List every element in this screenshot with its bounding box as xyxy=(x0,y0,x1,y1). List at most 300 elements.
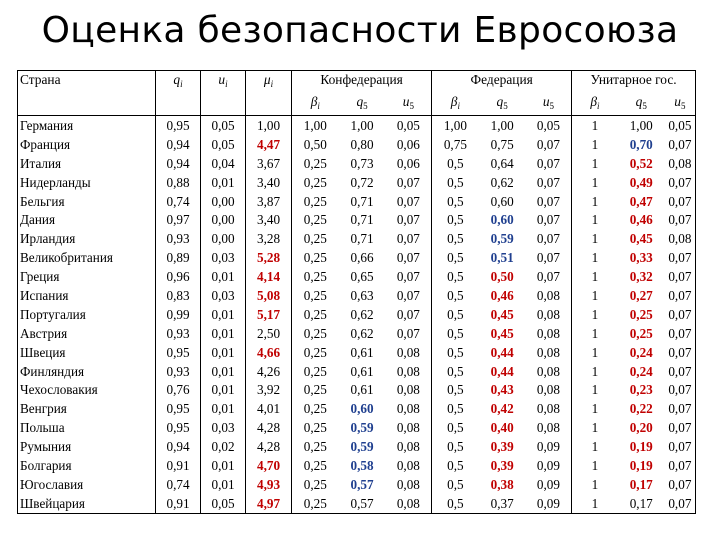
cell-q: 0,95 xyxy=(156,418,201,437)
cell-mu: 4,14 xyxy=(246,267,292,286)
cell-u: 0,01 xyxy=(201,173,246,192)
cell-fed-q5: 0,75 xyxy=(490,136,514,152)
cell-fed-beta: 0,5 xyxy=(447,269,464,285)
cell-fed-beta: 0,5 xyxy=(447,193,464,209)
cell-u: 0,01 xyxy=(201,305,246,324)
cell-mu: 4,01 xyxy=(246,399,292,418)
cell-un-u5: 0,07 xyxy=(665,343,696,362)
cell-conf-u5: 0,08 xyxy=(386,418,432,437)
cell-u: 0,04 xyxy=(201,154,246,173)
cell-conf-u5: 0,07 xyxy=(386,286,432,305)
cell-fed-u5: 0,09 xyxy=(526,437,572,456)
cell-fed-u5: 0,08 xyxy=(526,399,572,418)
cell-country: Португалия xyxy=(18,305,156,324)
cell-un-u5: 0,07 xyxy=(665,437,696,456)
cell-fed-beta: 0,5 xyxy=(447,231,464,247)
cell-conf-q5: 0,71 xyxy=(350,193,374,209)
cell-un-beta: 1 xyxy=(591,155,599,171)
cell-un-q5: 0,27 xyxy=(629,287,653,303)
cell-fed-beta: 0,5 xyxy=(447,476,464,492)
cell-country: Греция xyxy=(18,267,156,286)
cell-fed-q5: 0,40 xyxy=(490,420,514,436)
cell-fed-q5: 0,39 xyxy=(490,439,514,455)
cell-country: Финляндия xyxy=(18,362,156,381)
cell-u: 0,01 xyxy=(201,362,246,381)
cell-u: 0,01 xyxy=(201,343,246,362)
cell-fed-u5: 0,09 xyxy=(526,475,572,494)
cell-conf-beta: 0,25 xyxy=(303,439,327,455)
cell-fed-beta: 0,5 xyxy=(447,401,464,417)
cell-q: 0,95 xyxy=(156,399,201,418)
cell-u: 0,01 xyxy=(201,475,246,494)
cell-u: 0,01 xyxy=(201,456,246,475)
cell-conf-beta: 0,25 xyxy=(303,325,327,341)
cell-q: 0,99 xyxy=(156,305,201,324)
cell-fed-beta: 0,5 xyxy=(447,174,464,190)
cell-u: 0,02 xyxy=(201,437,246,456)
table-row xyxy=(18,267,696,286)
cell-un-beta: 1 xyxy=(591,457,599,473)
cell-un-q5: 0,17 xyxy=(618,494,665,513)
table-row xyxy=(18,456,696,475)
cell-mu: 4,28 xyxy=(246,437,292,456)
cell-fed-q5: 0,50 xyxy=(490,269,514,285)
header-q: $q_i$ xyxy=(156,71,201,94)
cell-fed-u5: 0,07 xyxy=(526,154,572,173)
cell-country: Югославия xyxy=(18,475,156,494)
cell-u: 0,00 xyxy=(201,229,246,248)
cell-fed-q5: 0,64 xyxy=(490,155,514,171)
cell-fed-beta: 0,5 xyxy=(447,287,464,303)
cell-conf-q5: 0,65 xyxy=(350,269,374,285)
cell-country: Дания xyxy=(18,210,156,229)
table-row xyxy=(18,437,696,456)
cell-conf-beta: 0,25 xyxy=(303,231,327,247)
cell-fed-beta: 0,5 xyxy=(447,155,464,171)
cell-fed-q5: 0,60 xyxy=(490,193,514,209)
header-un-u5: $u_5$ xyxy=(665,93,696,116)
cell-q: 0,83 xyxy=(156,286,201,305)
cell-mu: 4,93 xyxy=(246,475,292,494)
table-row xyxy=(18,305,696,324)
cell-country: Болгария xyxy=(18,456,156,475)
cell-conf-u5: 0,07 xyxy=(386,173,432,192)
cell-un-q5: 0,24 xyxy=(629,363,653,379)
cell-conf-q5: 0,60 xyxy=(350,401,374,417)
cell-un-q5: 0,19 xyxy=(629,439,653,455)
cell-country: Франция xyxy=(18,135,156,154)
cell-fed-q5: 0,45 xyxy=(490,306,514,322)
cell-mu: 3,67 xyxy=(246,154,292,173)
cell-q: 0,95 xyxy=(156,116,201,135)
cell-conf-q5: 0,71 xyxy=(350,212,374,228)
cell-un-beta: 1 xyxy=(591,382,599,398)
cell-conf-q5: 0,61 xyxy=(350,344,374,360)
cell-fed-u5: 0,07 xyxy=(526,135,572,154)
cell-un-beta: 1 xyxy=(572,494,618,513)
cell-fed-u5: 0,08 xyxy=(526,362,572,381)
cell-fed-u5: 0,08 xyxy=(526,305,572,324)
cell-conf-u5: 0,08 xyxy=(386,475,432,494)
cell-un-q5: 0,45 xyxy=(629,231,653,247)
table-row xyxy=(18,192,696,211)
cell-un-beta: 1 xyxy=(591,250,599,266)
cell-un-beta: 1 xyxy=(591,231,599,247)
cell-fed-q5: 1,00 xyxy=(479,116,526,135)
cell-q: 0,74 xyxy=(156,192,201,211)
cell-q: 0,88 xyxy=(156,173,201,192)
cell-un-q5: 0,19 xyxy=(629,457,653,473)
cell-q: 0,97 xyxy=(156,210,201,229)
cell-q: 0,93 xyxy=(156,324,201,343)
cell-fed-q5: 0,45 xyxy=(490,325,514,341)
cell-q: 0,94 xyxy=(156,154,201,173)
header-un-beta: $\beta_i$ xyxy=(590,94,600,111)
cell-un-q5: 0,22 xyxy=(629,401,653,417)
cell-mu: 3,87 xyxy=(246,192,292,211)
table-row xyxy=(18,173,696,192)
cell-conf-u5: 0,07 xyxy=(386,229,432,248)
cell-fed-beta: 0,5 xyxy=(432,494,479,513)
cell-conf-beta: 0,25 xyxy=(303,269,327,285)
header-u: $u_i$ xyxy=(201,71,246,94)
cell-un-beta: 1 xyxy=(591,344,599,360)
cell-un-u5: 0,07 xyxy=(665,399,696,418)
cell-conf-beta: 0,25 xyxy=(303,363,327,379)
cell-fed-beta: 0,5 xyxy=(447,306,464,322)
table-row xyxy=(18,154,696,173)
cell-q: 0,91 xyxy=(156,494,201,513)
cell-conf-beta: 0,25 xyxy=(303,193,327,209)
cell-conf-u5: 0,06 xyxy=(386,135,432,154)
cell-country: Бельгия xyxy=(18,192,156,211)
cell-country: Польша xyxy=(18,418,156,437)
cell-un-u5: 0,07 xyxy=(665,173,696,192)
cell-un-q5: 0,17 xyxy=(629,476,653,492)
cell-u: 0,01 xyxy=(201,324,246,343)
cell-q: 0,93 xyxy=(156,229,201,248)
cell-fed-q5: 0,43 xyxy=(490,382,514,398)
cell-q: 0,76 xyxy=(156,380,201,399)
cell-un-beta: 1 xyxy=(591,420,599,436)
table-row xyxy=(18,475,696,494)
cell-un-u5: 0,07 xyxy=(665,286,696,305)
cell-country: Великобритания xyxy=(18,248,156,267)
cell-conf-q5: 0,66 xyxy=(350,250,374,266)
cell-conf-q5: 0,72 xyxy=(350,174,374,190)
cell-fed-q5: 0,51 xyxy=(490,250,514,266)
cell-u: 0,05 xyxy=(201,494,246,513)
cell-q: 0,89 xyxy=(156,248,201,267)
cell-conf-beta: 0,25 xyxy=(292,494,339,513)
table-row xyxy=(18,248,696,267)
cell-conf-beta: 0,25 xyxy=(303,287,327,303)
cell-country: Швеция xyxy=(18,343,156,362)
cell-conf-u5: 0,07 xyxy=(386,324,432,343)
cell-country: Румыния xyxy=(18,437,156,456)
cell-conf-beta: 0,25 xyxy=(303,344,327,360)
cell-conf-beta: 0,25 xyxy=(303,401,327,417)
cell-conf-q5: 1,00 xyxy=(339,116,386,135)
cell-fed-u5: 0,07 xyxy=(526,248,572,267)
cell-country: Чехословакия xyxy=(18,380,156,399)
cell-un-u5: 0,07 xyxy=(665,475,696,494)
cell-un-q5: 0,25 xyxy=(629,306,653,322)
cell-fed-q5: 0,44 xyxy=(490,363,514,379)
cell-conf-beta: 0,25 xyxy=(303,212,327,228)
cell-fed-beta: 0,5 xyxy=(447,363,464,379)
cell-fed-beta: 0,5 xyxy=(447,457,464,473)
header-fed-q5: $q_5$ xyxy=(496,94,508,111)
cell-country: Венгрия xyxy=(18,399,156,418)
cell-conf-beta: 0,25 xyxy=(303,306,327,322)
cell-mu: 3,92 xyxy=(246,380,292,399)
cell-conf-beta: 0,25 xyxy=(303,174,327,190)
cell-fed-q5: 0,42 xyxy=(490,401,514,417)
table-row xyxy=(18,229,696,248)
cell-u: 0,01 xyxy=(201,399,246,418)
cell-un-q5: 0,49 xyxy=(629,174,653,190)
header-conf-u5: $u_5$ xyxy=(386,93,432,116)
cell-fed-u5: 0,07 xyxy=(526,173,572,192)
cell-un-beta: 1 xyxy=(591,212,599,228)
header-conf-q5: $q_5$ xyxy=(356,94,368,111)
cell-conf-q5: 0,73 xyxy=(350,155,374,171)
cell-un-q5: 0,47 xyxy=(629,193,653,209)
cell-mu: 2,50 xyxy=(246,324,292,343)
cell-un-u5: 0,07 xyxy=(665,267,696,286)
cell-un-u5: 0,08 xyxy=(665,229,696,248)
cell-un-beta: 1 xyxy=(591,287,599,303)
header-group-federation: Федерация xyxy=(432,71,572,94)
cell-u: 0,00 xyxy=(201,192,246,211)
cell-fed-u5: 0,07 xyxy=(526,267,572,286)
cell-fed-beta: 0,75 xyxy=(443,136,467,152)
cell-fed-q5: 0,37 xyxy=(479,494,526,513)
cell-conf-u5: 0,06 xyxy=(386,154,432,173)
cell-country: Италия xyxy=(18,154,156,173)
cell-mu: 4,28 xyxy=(246,418,292,437)
cell-u: 0,03 xyxy=(201,248,246,267)
cell-un-q5: 0,52 xyxy=(629,155,653,171)
cell-un-beta: 1 xyxy=(591,476,599,492)
cell-fed-beta: 0,5 xyxy=(447,250,464,266)
cell-mu: 4,70 xyxy=(246,456,292,475)
cell-fed-q5: 0,39 xyxy=(490,457,514,473)
cell-un-q5: 0,24 xyxy=(629,344,653,360)
cell-conf-q5: 0,59 xyxy=(350,439,374,455)
table-row xyxy=(18,418,696,437)
cell-un-q5: 0,33 xyxy=(629,250,653,266)
cell-un-beta: 1 xyxy=(591,193,599,209)
cell-un-u5: 0,07 xyxy=(665,456,696,475)
cell-un-beta: 1 xyxy=(591,269,599,285)
security-table xyxy=(17,70,696,514)
cell-conf-q5: 0,58 xyxy=(350,457,374,473)
cell-un-q5: 0,70 xyxy=(629,136,653,152)
cell-fed-beta: 0,5 xyxy=(447,439,464,455)
cell-mu: 5,17 xyxy=(246,305,292,324)
cell-fed-u5: 0,08 xyxy=(526,418,572,437)
cell-fed-beta: 0,5 xyxy=(447,212,464,228)
cell-country: Испания xyxy=(18,286,156,305)
cell-un-u5: 0,07 xyxy=(665,135,696,154)
header-un-q5: $q_5$ xyxy=(635,94,647,111)
cell-u: 0,01 xyxy=(201,267,246,286)
cell-un-u5: 0,07 xyxy=(665,248,696,267)
cell-un-u5: 0,07 xyxy=(665,324,696,343)
cell-conf-beta: 0,25 xyxy=(303,250,327,266)
cell-q: 0,94 xyxy=(156,437,201,456)
cell-q: 0,95 xyxy=(156,343,201,362)
cell-u: 0,05 xyxy=(201,116,246,135)
cell-conf-u5: 0,07 xyxy=(386,248,432,267)
table-row xyxy=(18,135,696,154)
cell-u: 0,01 xyxy=(201,380,246,399)
cell-mu: 4,26 xyxy=(246,362,292,381)
cell-fed-u5: 0,07 xyxy=(526,210,572,229)
cell-un-u5: 0,07 xyxy=(665,418,696,437)
cell-mu: 4,47 xyxy=(246,135,292,154)
cell-conf-u5: 0,07 xyxy=(386,267,432,286)
page-title: Оценка безопасности Евросоюза xyxy=(41,10,679,51)
cell-country: Австрия xyxy=(18,324,156,343)
cell-un-q5: 0,23 xyxy=(629,382,653,398)
table-body xyxy=(18,116,696,514)
cell-un-u5: 0,07 xyxy=(665,305,696,324)
cell-un-q5: 0,46 xyxy=(629,212,653,228)
cell-conf-u5: 0,08 xyxy=(386,343,432,362)
header-group-confederation: Конфедерация xyxy=(292,71,432,94)
cell-conf-q5: 0,62 xyxy=(350,306,374,322)
cell-conf-q5: 0,61 xyxy=(350,363,374,379)
cell-fed-beta: 1,00 xyxy=(432,116,479,135)
cell-conf-q5: 0,71 xyxy=(350,231,374,247)
cell-fed-u5: 0,08 xyxy=(526,324,572,343)
table-row xyxy=(18,343,696,362)
cell-mu: 4,66 xyxy=(246,343,292,362)
table-row xyxy=(18,399,696,418)
cell-country: Германия xyxy=(18,116,156,135)
cell-un-beta: 1 xyxy=(591,136,599,152)
cell-mu: 3,28 xyxy=(246,229,292,248)
header-group-unitary: Унитарное гос. xyxy=(572,71,696,94)
cell-fed-u5: 0,07 xyxy=(526,192,572,211)
cell-q: 0,94 xyxy=(156,135,201,154)
cell-conf-beta: 0,25 xyxy=(303,457,327,473)
cell-fed-u5: 0,08 xyxy=(526,343,572,362)
cell-conf-u5: 0,08 xyxy=(386,494,432,513)
cell-un-beta: 1 xyxy=(591,306,599,322)
cell-conf-q5: 0,57 xyxy=(350,476,374,492)
cell-conf-u5: 0,07 xyxy=(386,210,432,229)
cell-fed-q5: 0,44 xyxy=(490,344,514,360)
cell-conf-beta: 1,00 xyxy=(292,116,339,135)
security-table-container xyxy=(17,70,696,513)
cell-fed-q5: 0,59 xyxy=(490,231,514,247)
cell-conf-beta: 0,25 xyxy=(303,420,327,436)
cell-fed-u5: 0,05 xyxy=(526,116,572,135)
cell-mu: 3,40 xyxy=(246,210,292,229)
cell-u: 0,03 xyxy=(201,286,246,305)
cell-u: 0,00 xyxy=(201,210,246,229)
header-country: Страна xyxy=(18,71,156,94)
cell-conf-beta: 0,50 xyxy=(303,136,327,152)
cell-mu: 5,08 xyxy=(246,286,292,305)
cell-fed-u5: 0,08 xyxy=(526,286,572,305)
cell-q: 0,96 xyxy=(156,267,201,286)
cell-fed-beta: 0,5 xyxy=(447,420,464,436)
header-conf-beta: $\beta_i$ xyxy=(310,94,320,111)
cell-fed-beta: 0,5 xyxy=(447,325,464,341)
cell-conf-beta: 0,25 xyxy=(303,382,327,398)
cell-un-beta: 1 xyxy=(591,325,599,341)
cell-conf-q5: 0,63 xyxy=(350,287,374,303)
table-row xyxy=(18,324,696,343)
cell-fed-q5: 0,60 xyxy=(490,212,514,228)
cell-conf-u5: 0,08 xyxy=(386,399,432,418)
cell-conf-q5: 0,57 xyxy=(339,494,386,513)
table-row xyxy=(18,286,696,305)
cell-u: 0,05 xyxy=(201,135,246,154)
table-row xyxy=(18,362,696,381)
cell-conf-q5: 0,80 xyxy=(350,136,374,152)
cell-conf-q5: 0,62 xyxy=(350,325,374,341)
cell-conf-u5: 0,07 xyxy=(386,192,432,211)
cell-mu: 3,40 xyxy=(246,173,292,192)
cell-conf-beta: 0,25 xyxy=(303,476,327,492)
cell-un-u5: 0,05 xyxy=(665,116,696,135)
cell-conf-q5: 0,59 xyxy=(350,420,374,436)
cell-conf-u5: 0,08 xyxy=(386,362,432,381)
table-row xyxy=(18,494,696,513)
table-row xyxy=(18,380,696,399)
header-fed-beta: $\beta_i$ xyxy=(450,94,460,111)
cell-un-u5: 0,07 xyxy=(665,362,696,381)
cell-fed-q5: 0,62 xyxy=(490,174,514,190)
cell-un-u5: 0,07 xyxy=(665,210,696,229)
cell-un-u5: 0,07 xyxy=(665,494,696,513)
cell-conf-u5: 0,08 xyxy=(386,437,432,456)
cell-q: 0,91 xyxy=(156,456,201,475)
cell-un-beta: 1 xyxy=(591,439,599,455)
cell-country: Швейцария xyxy=(18,494,156,513)
cell-conf-q5: 0,61 xyxy=(350,382,374,398)
cell-un-beta: 1 xyxy=(591,174,599,190)
cell-un-beta: 1 xyxy=(572,116,618,135)
cell-conf-u5: 0,05 xyxy=(386,116,432,135)
cell-fed-q5: 0,46 xyxy=(490,287,514,303)
cell-fed-beta: 0,5 xyxy=(447,382,464,398)
header-mu: $\mu_i$ xyxy=(246,71,292,94)
cell-conf-u5: 0,08 xyxy=(386,456,432,475)
cell-un-beta: 1 xyxy=(591,363,599,379)
cell-fed-q5: 0,38 xyxy=(490,476,514,492)
cell-q: 0,74 xyxy=(156,475,201,494)
cell-fed-u5: 0,08 xyxy=(526,380,572,399)
cell-conf-beta: 0,25 xyxy=(303,155,327,171)
cell-q: 0,93 xyxy=(156,362,201,381)
cell-un-q5: 0,20 xyxy=(629,420,653,436)
cell-un-u5: 0,07 xyxy=(665,380,696,399)
table-row xyxy=(18,210,696,229)
table-row xyxy=(18,116,696,135)
cell-un-u5: 0,08 xyxy=(665,154,696,173)
cell-fed-u5: 0,07 xyxy=(526,229,572,248)
cell-fed-u5: 0,09 xyxy=(526,456,572,475)
cell-country: Ирландия xyxy=(18,229,156,248)
cell-un-q5: 0,32 xyxy=(629,269,653,285)
